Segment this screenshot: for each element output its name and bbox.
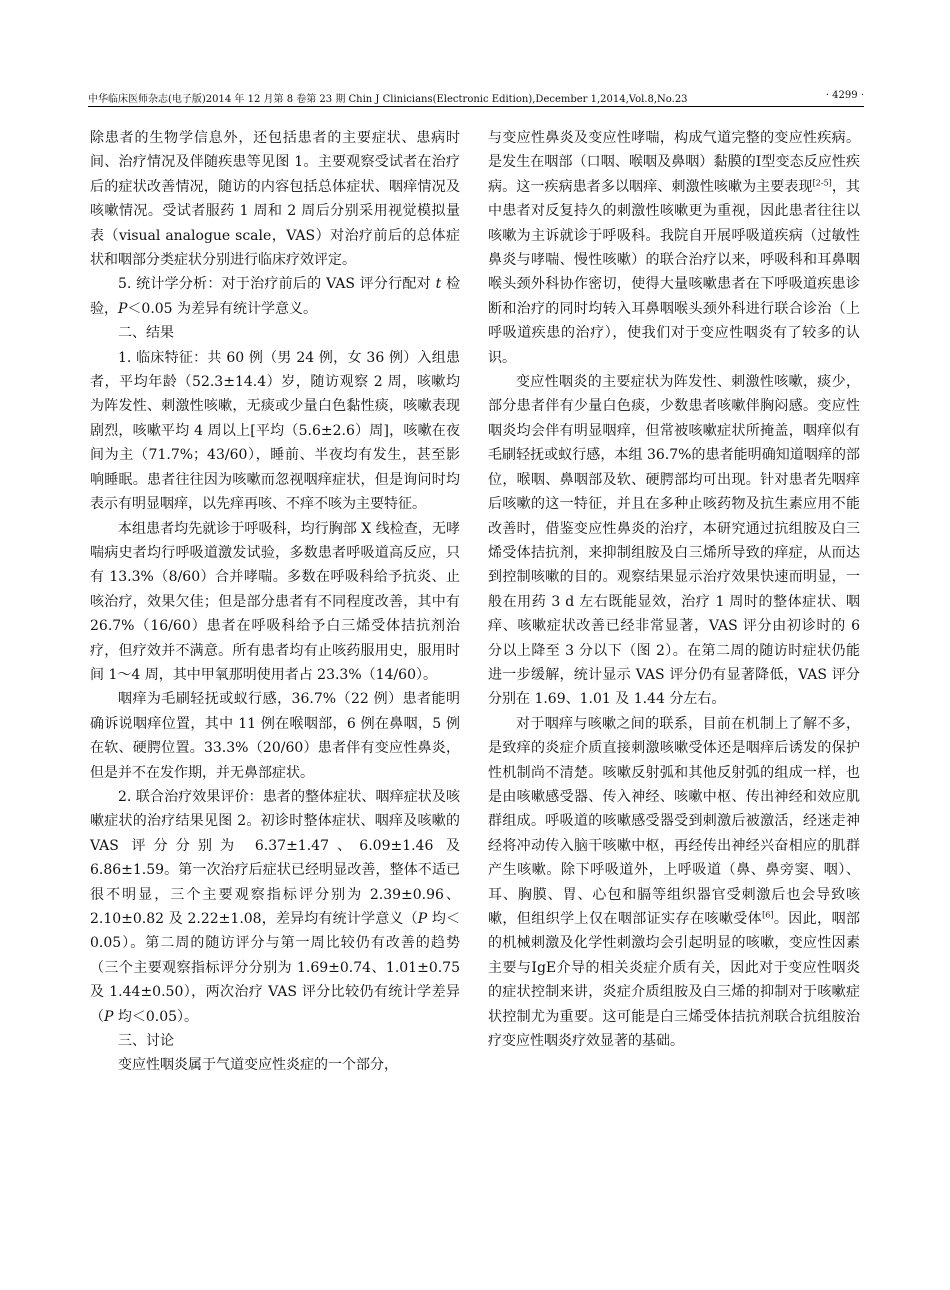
citation-2-5: [2-5] <box>812 178 832 188</box>
paragraph-symptoms: 变应性咽炎的主要症状为阵发性、刺激性咳嗽，痰少，部分患者伴有少量白色痰，少数患者咳嗽伴胸闷感。变应性咽炎均会伴有明显咽痒，但常被咳嗽症状所掩盖，咽痒似有毛刷轻抚或蚁行感，本组 36.7%的患者能明确知道咽痒的部位，喉咽、鼻咽部及软、硬腭部均可出现。针对患者先咽痒后咳嗽的这一特征，并且在多种止咳药物及抗生素应用不能改善时，借鉴变应性鼻炎的治疗，本研究通过抗组胺及白三烯受体拮抗剂，来抑制组胺及白三烯所导致的痒症，从而达到控制咳嗽的目的。观察结果显示治疗效果快速而明显，一般在用药 3 d 左右既能显效，治疗 1 周时的整体症状、咽痒、咳嗽症状改善已经非常显著，VAS 评分由初诊时的 6 分以上降至 3 分以下（图 2）。在第二周的随访时症状仍能进一步缓解，统计显示 VAS 评分仍有显著降低，VAS 评分分别在 1.69、1.01 及 1.44 分左右。 <box>488 374 860 708</box>
paragraph-methods-cont: 除患者的生物学信息外，还包括患者的主要症状、患病时间、治疗情况及伴随疾患等见图 1。主要观察受试者在治疗后的症状改善情况，随访的内容包括总体症状、咽痒情况及咳嗽情况。受试者服药 1 周和 2 周后分别采用视觉模拟量表（visual analogue scale，VAS）对治疗前后的总体症状和咽部分类症状分别进行临床疗效评定。 <box>90 130 460 269</box>
right-column <box>488 126 860 1053</box>
section-heading-results: 二、结果 <box>118 325 174 342</box>
paragraph-mechanism: 对于咽痒与咳嗽之间的联系，目前在机制上了解不多，是致痒的炎症介质直接刺激咳嗽受体还是咽痒后诱发的保护性机制尚不清楚。咳嗽反射弧和其他反射弧的组成一样，也是由咳嗽感受器、传入神经、咳嗽中枢、传出神经和效应肌群组成。呼吸道的咳嗽感受器受到刺激后被激活，经迷走神经将冲动传入脑干咳嗽中枢，再经传出神经兴奋相应的肌群产生咳嗽。除下呼吸道外，上呼吸道（鼻、鼻旁窦、咽）、耳、胸膜、胃、心包和膈等组织器官受刺激后也会导致咳嗽，但组织学上仅在咽部证实存在咳嗽受体[6]。因此，咽部的机械刺激及化学性刺激均会引起明显的咳嗽，变应性因素主要与IgE介导的相关炎症介质有关，因此对于变应性咽炎的症状控制来讲，炎症介质组胺及白三烯的抑制对于咳嗽症状控制尤为重要。这可能是白三烯受体拮抗剂联合抗组胺治疗变应性咽炎疗效显著的基础。 <box>488 715 861 1050</box>
running-header <box>88 90 864 112</box>
left-column <box>90 126 460 1078</box>
paragraph-prior-treatment: 本组患者均先就诊于呼吸科，均行胸部 X 线检查，无哮喘病史者均行呼吸道激发试验，多数患者呼吸道高反应，只有 13.3%（8/60）合并哮喘。多数在呼吸科给予抗炎、止咳治疗，效果欠佳；但是部分患者有不同程度改善，其中有 26.7%（16/60）患者在呼吸科给予白三烯受体拮抗剂治疗，但疗效并不满意。所有患者均有止咳药服用史，服用时间 1～4 周，其中甲氧那明使用者占 23.3%（14/60）。 <box>90 520 460 683</box>
paragraph-discussion-cont: 与变应性鼻炎及变应性哮喘，构成气道完整的变应性疾病。是发生在咽部（口咽、喉咽及鼻咽）黏膜的Ⅰ型变态反应性疾病。这一疾病患者多以咽痒、刺激性咳嗽为主要表现[2-5]，其中患者对反复持久的刺激性咳嗽更为重视，因此患者往往以咳嗽为主诉就诊于呼吸科。我院自开展呼吸道疾病（过敏性鼻炎与哮喘、慢性咳嗽）的联合治疗以来，呼吸科和耳鼻咽喉头颈外科协作密切，使得大量咳嗽患者在下呼吸道疾患诊断和治疗的同时均转入耳鼻咽喉头颈外科进行联合诊治（上呼吸道疾患的治疗），使我们对于变应性咽炎有了较多的认识。 <box>488 130 861 366</box>
paragraph-combined-therapy: 2. 联合治疗效果评价：患者的整体症状、咽痒症状及咳嗽症状的治疗结果见图 2。初诊时整体症状、咽痒及咳嗽的 VAS 评分分别为 6.37±1.47、6.09±1.46 及 6.86±1.59。第一次治疗后症状已经明显改善，整体不适已很不明显，三个主要观察指标评分别为 2.39±0.96、2.10±0.82 及 2.22±1.08，差异均有统计学意义（P 均＜0.05）。第二周的随访评分与第一周比较仍有改善的趋势（三个主要观察指标评分分别为 1.69±0.74、1.01±0.75 及 1.44±0.50），两次治疗 VAS 评分比较仍有统计学差异（P 均＜0.05）。 <box>90 788 460 1025</box>
paragraph-itch: 咽痒为毛刷轻抚或蚁行感，36.7%（22 例）患者能明确诉说咽痒位置，其中 11 例在喉咽部，6 例在鼻咽，5 例在软、硬腭位置。33.3%（20/60）患者伴有变应性鼻炎，但是并不在发作期，并无鼻部症状。 <box>90 691 460 781</box>
page-number: · 4299 · <box>825 90 864 101</box>
section-heading-discussion: 三、讨论 <box>118 1033 174 1050</box>
paragraph-clinical-features: 1. 临床特征：共 60 例（男 24 例，女 36 例）入组患者，平均年龄（52.3±14.4）岁，随访观察 2 周，咳嗽均为阵发性、刺激性咳嗽，无痰或少量白色黏性痰，咳嗽表现剧烈，咳嗽平均 4 周以上[平均（5.6±2.6）周]，咳嗽在夜间为主（71.7%；43/60），睡前、半夜均有发生，甚至影响睡眠。患者往往因为咳嗽而忽视咽痒症状，但是询问时均表示有明显咽痒，以先痒再咳、不痒不咳为主要特征。 <box>90 349 460 513</box>
paragraph-statistics: 5. 统计学分析：对于治疗前后的 VAS 评分行配对 t 检验，P＜0.05 为差异有统计学意义。 <box>90 276 460 317</box>
header-rule <box>88 106 864 107</box>
paragraph-discussion-start: 变应性咽炎属于气道变应性炎症的一个部分， <box>118 1057 398 1074</box>
citation-6: [6] <box>762 910 774 920</box>
journal-citation: 中华临床医师杂志(电子版)2014 年 12 月第 8 卷第 23 期 Chin J Clinicians(Electronic Edition),December 1,2014,Vol.8,No.23 <box>88 94 688 105</box>
